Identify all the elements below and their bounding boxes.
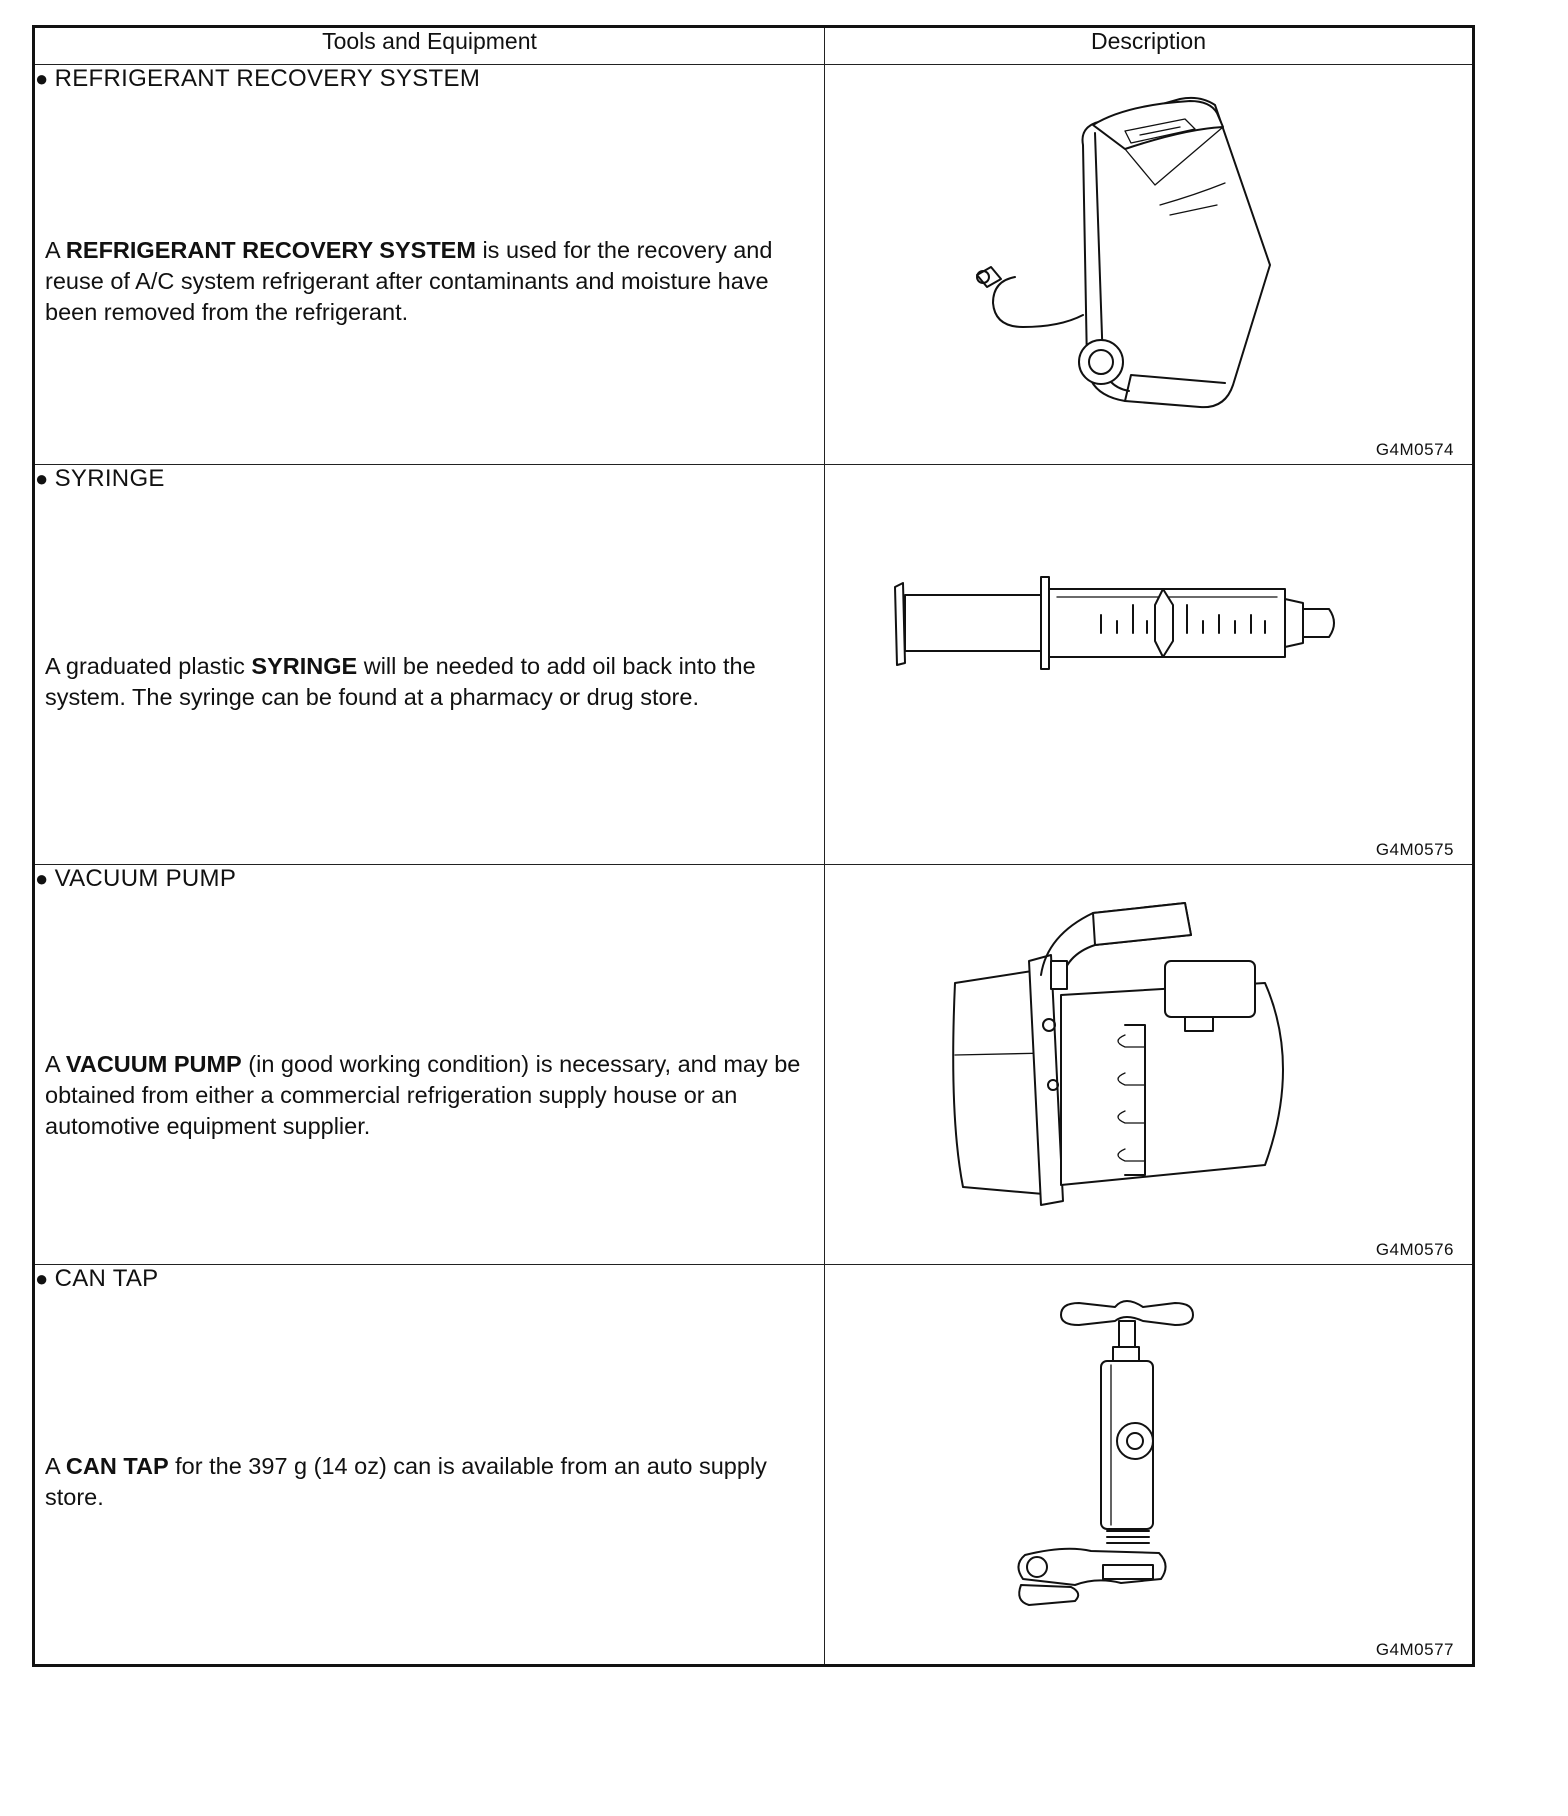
item-description: A REFRIGERANT RECOVERY SYSTEM is used for the recovery and reuse of A/C system refrigerant after contaminants and moisture have been removed from the refrigerant.	[45, 237, 773, 325]
illustration-cell	[825, 865, 1474, 1265]
bullet-icon: ●	[35, 1266, 49, 1291]
figure-code: G4M0577	[1375, 1640, 1454, 1659]
illustration-cell	[825, 1265, 1474, 1666]
figure-code: G4M0575	[1375, 840, 1454, 859]
tools-table	[32, 25, 1475, 1667]
header-tools: Tools and Equipment	[34, 27, 825, 65]
bullet-icon: ●	[35, 66, 49, 91]
bullet-icon: ●	[35, 466, 49, 491]
illustration-cell	[825, 65, 1474, 465]
item-description: A VACUUM PUMP (in good working condition) is necessary, and may be obtained from either a commercial refrigeration supply house or an automotive equipment supplier.	[45, 1051, 801, 1139]
tool-cell	[34, 1265, 825, 1666]
tools-sheet	[32, 25, 1472, 1667]
table-row	[34, 465, 1474, 865]
figure-code: G4M0576	[1375, 1240, 1454, 1259]
table-row	[34, 65, 1474, 465]
can-tap-icon	[825, 1265, 1474, 1664]
refrigerant-recovery-unit-icon	[825, 65, 1474, 464]
table-row	[34, 1265, 1474, 1666]
item-title: ● VACUUM PUMP	[35, 865, 237, 892]
item-description: A graduated plastic SYRINGE will be needed to add oil back into the system. The syringe can be found at a pharmacy or drug store.	[45, 653, 756, 710]
figure-code: G4M0574	[1375, 440, 1454, 459]
tool-cell	[34, 865, 825, 1265]
item-description: A CAN TAP for the 397 g (14 oz) can is available from an auto supply store.	[45, 1453, 767, 1510]
illustration-cell	[825, 465, 1474, 865]
tool-cell	[34, 465, 825, 865]
syringe-icon	[825, 465, 1474, 864]
item-title: ● SYRINGE	[35, 465, 165, 492]
vacuum-pump-icon	[825, 865, 1474, 1264]
item-title: ● REFRIGERANT RECOVERY SYSTEM	[35, 65, 481, 92]
tool-cell	[34, 65, 825, 465]
table-row	[34, 865, 1474, 1265]
item-title: ● CAN TAP	[35, 1265, 159, 1292]
header-description: Description	[825, 27, 1474, 65]
table-header-row	[34, 27, 1474, 65]
bullet-icon: ●	[35, 866, 49, 891]
